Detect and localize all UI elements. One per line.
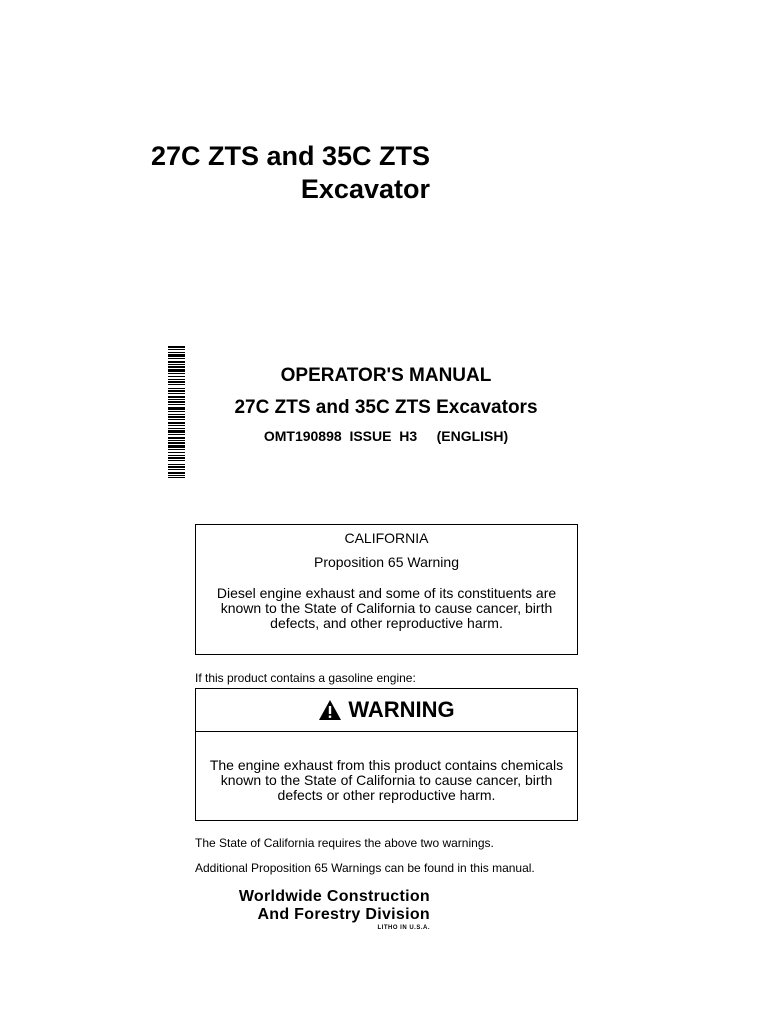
division-line-1: Worldwide Construction: [238, 888, 430, 905]
prop65-warning-box: [195, 524, 578, 655]
manual-subheading: 27C ZTS and 35C ZTS Excavators: [234, 397, 538, 418]
warning-label: WARNING: [348, 697, 455, 722]
prop65-state: CALIFORNIA: [344, 530, 429, 546]
division-line-2: And Forestry Division: [257, 906, 430, 923]
division-info: [0, 888, 430, 933]
additional-warnings-note: Additional Proposition 65 Warnings can be found in this manual.: [195, 861, 535, 875]
litho-text: LITHO IN U.S.A.: [377, 925, 430, 931]
cover-title: [0, 140, 430, 206]
warning-triangle-icon: [318, 699, 342, 721]
prop65-text: Diesel engine exhaust and some of its constituents are known to the State of California to cause cancer, birth defects, and other reproductive harm.: [216, 585, 557, 631]
warning-header: [196, 689, 577, 732]
barcode-icon: [168, 346, 185, 478]
warning-text: The engine exhaust from this product contains chemicals known to the State of California to cause cancer, birth defects or other reproductive harm.: [209, 757, 564, 803]
prop65-title: Proposition 65 Warning: [313, 554, 459, 570]
manual-code-line: OMT190898 ISSUE H3 (ENGLISH): [263, 428, 509, 444]
gasoline-warning-box: [195, 688, 578, 821]
title-line-2: Excavator: [300, 174, 430, 204]
title-line-1: 27C ZTS and 35C ZTS: [150, 141, 430, 171]
state-requires-note: The State of California requires the above two warnings.: [195, 836, 494, 850]
gasoline-note: If this product contains a gasoline engine:: [195, 671, 416, 685]
manual-info: [196, 364, 576, 445]
manual-heading: OPERATOR'S MANUAL: [280, 365, 492, 386]
